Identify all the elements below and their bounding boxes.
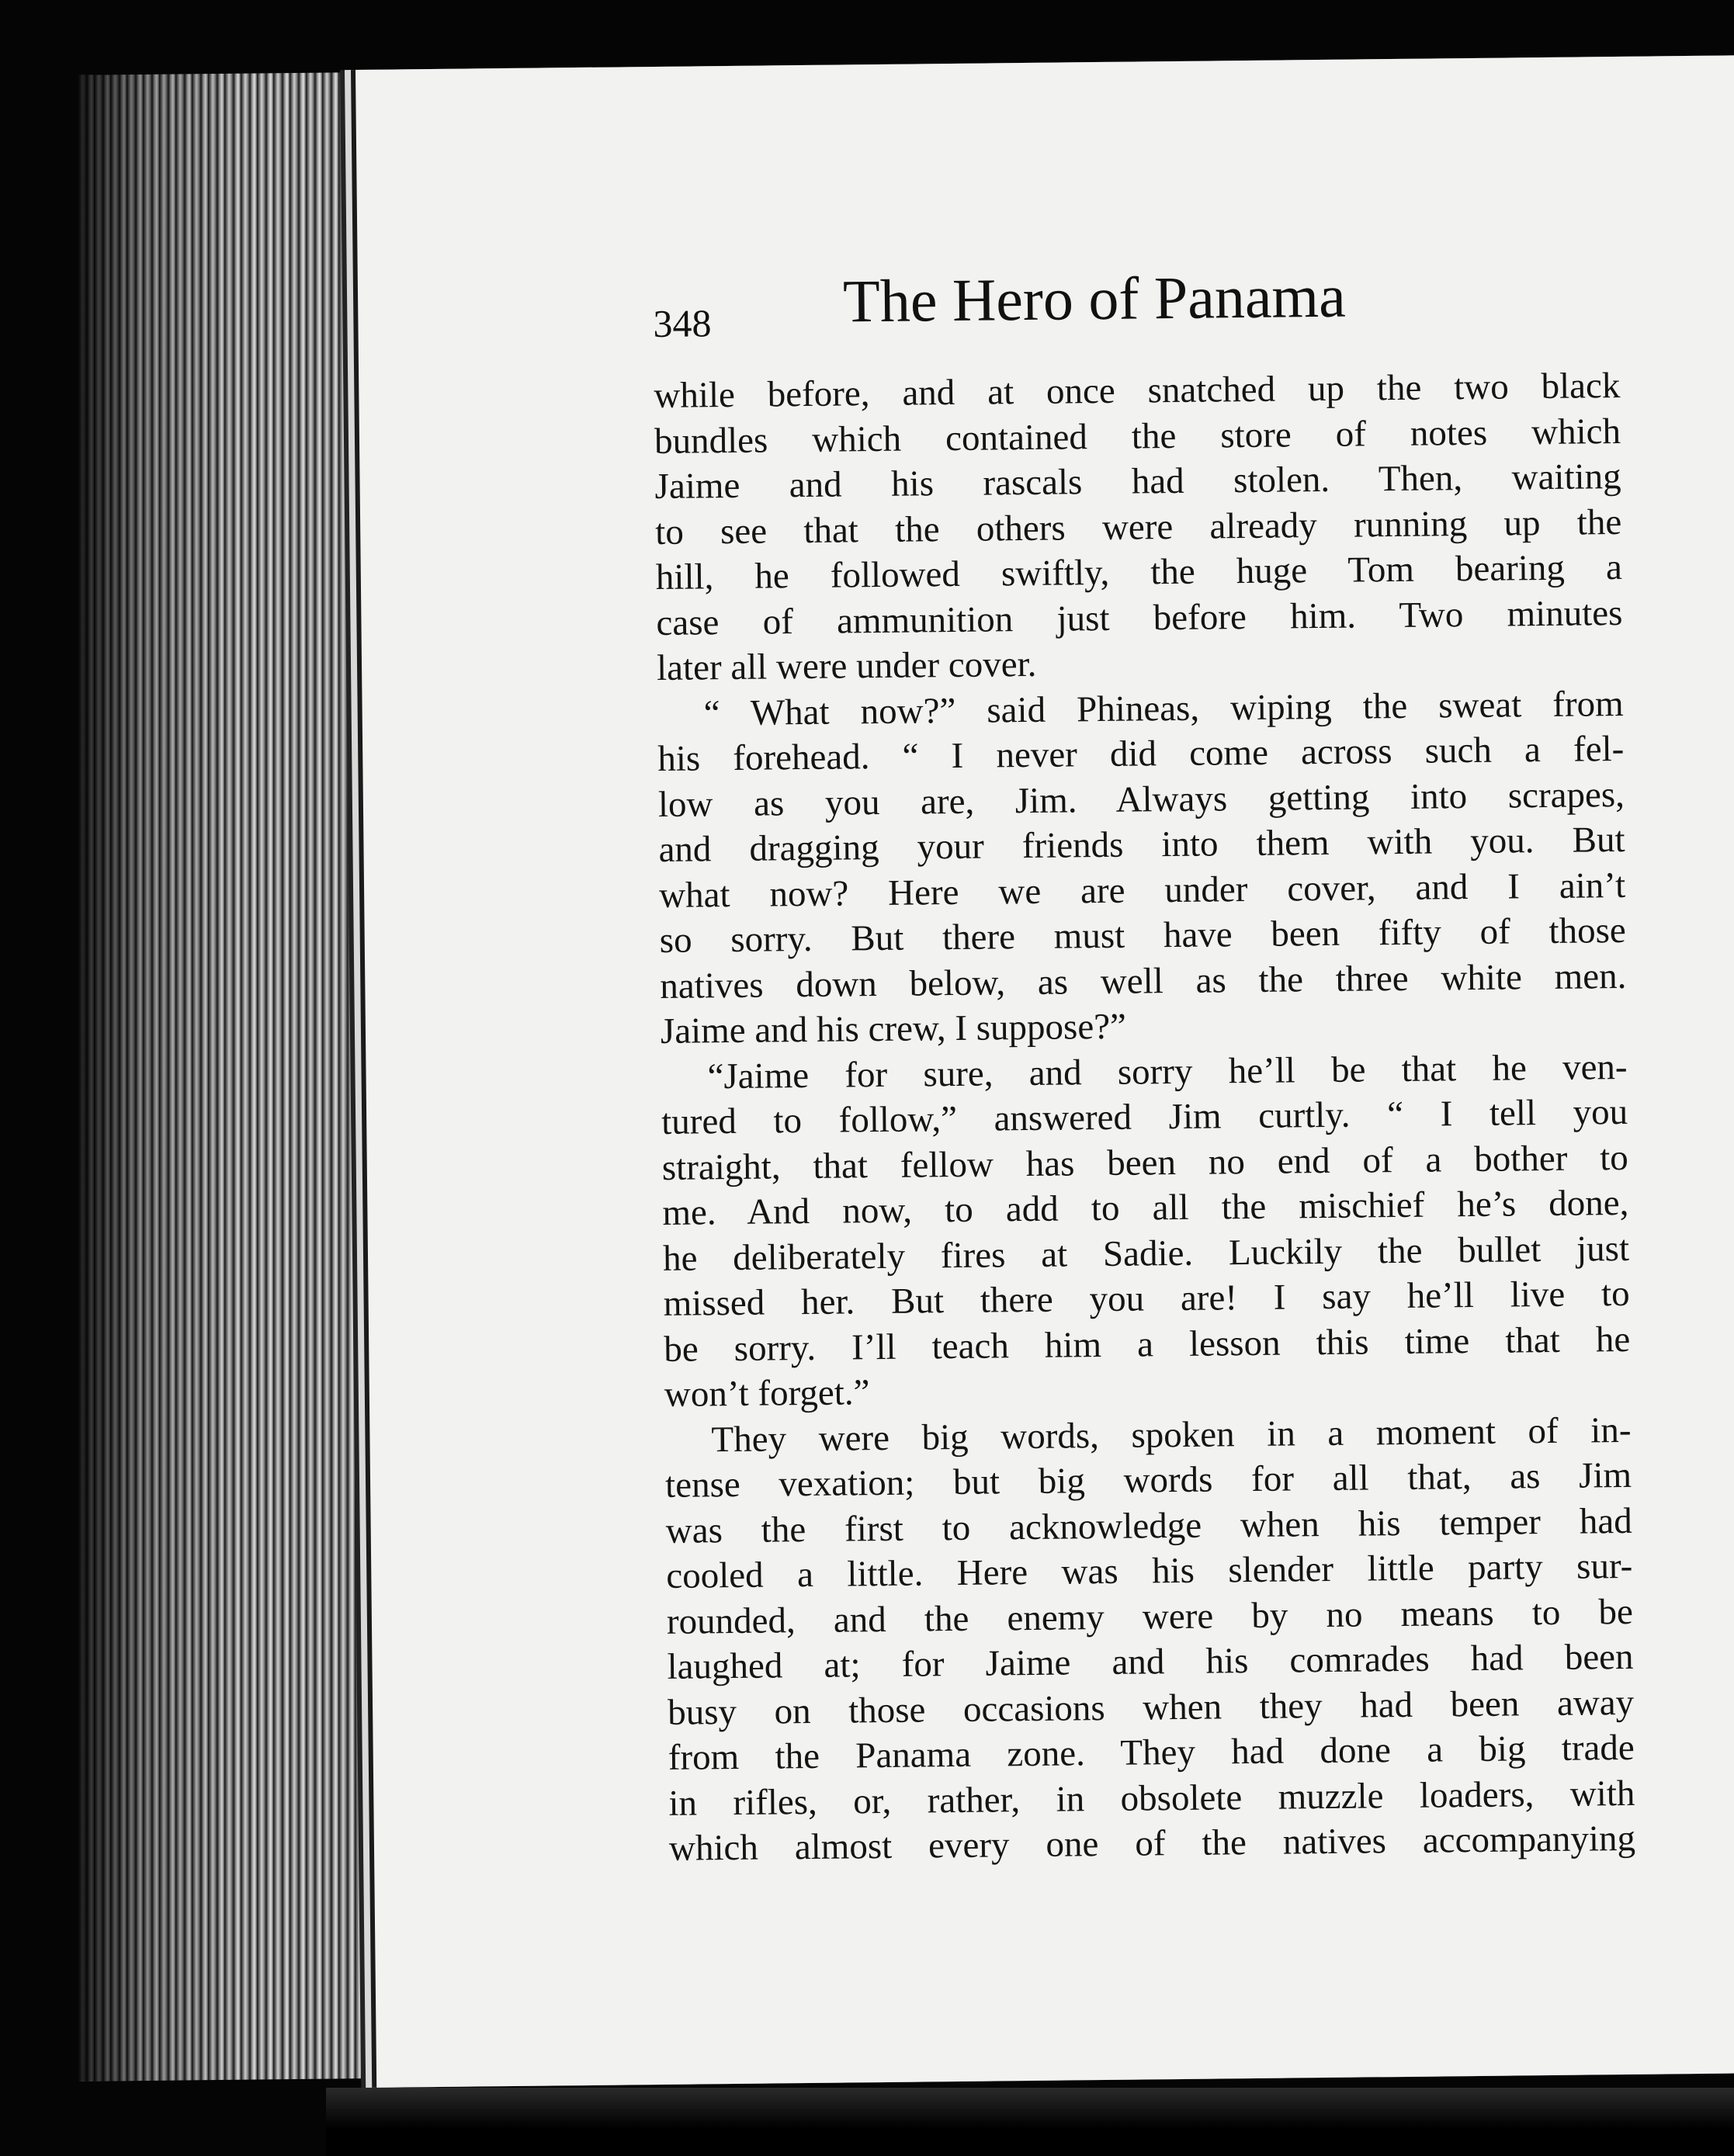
text-line: and dragging your friends into them with you. But — [658, 819, 1625, 870]
text-line: he deliberately fires at Sadie. Luckily the bullet just — [662, 1228, 1630, 1279]
text-line: hill, he followed swiftly, the huge Tom bearing a — [655, 546, 1623, 598]
body-text — [654, 363, 1635, 1871]
page-edges — [78, 72, 361, 2081]
paragraph — [654, 363, 1623, 692]
text-line: to see that the others were already running up the — [654, 501, 1622, 553]
text-line: tense vexation; but big words for all that, as Jim — [664, 1454, 1632, 1506]
paragraph — [661, 1044, 1631, 1417]
text-line: cooled a little. Here was his slender little party sur- — [666, 1545, 1633, 1596]
page-header — [653, 257, 1734, 362]
text-line: me. And now, to add to all the mischief he’s done, — [662, 1182, 1629, 1233]
text-line: natives down below, as well as the three white men. — [660, 955, 1627, 1007]
text-line: rounded, and the enemy were by no means to be — [666, 1591, 1634, 1642]
text-line: what now? Here we are under cover, and I ain’t — [658, 865, 1626, 916]
running-title: The Hero of Panama — [842, 262, 1347, 335]
text-line: his forehead. “ I never did come across such a fel- — [657, 728, 1625, 779]
paragraph — [664, 1407, 1635, 1871]
bottom-shadow — [326, 2088, 1734, 2156]
text-line: tured to follow,” answered Jim curtly. “ I tell you — [661, 1091, 1628, 1142]
text-line: “Jaime for sure, and sorry he’ll be that he ven- — [707, 1046, 1628, 1097]
text-line: missed her. But there you are! I say he’ll live to — [663, 1273, 1630, 1324]
text-line: laughed at; for Jaime and his comrades had been — [667, 1636, 1634, 1687]
text-line: straight, that fellow has been no end of a bother to — [661, 1137, 1629, 1188]
text-line: so sorry. But there must have been fifty of those — [659, 910, 1626, 961]
text-line: They were big words, spoken in a moment of in- — [711, 1409, 1632, 1460]
text-line: busy on those occasions when they had been away — [667, 1682, 1635, 1733]
text-line: Jaime and his crew, I suppose?” — [660, 1006, 1127, 1052]
text-line: bundles which contained the store of notes which — [654, 411, 1621, 462]
text-line: be sorry. I’ll teach him a lesson this time that he — [664, 1319, 1631, 1370]
text-line: low as you are, Jim. Always getting into scrapes, — [657, 774, 1625, 825]
text-line: in rifles, or, rather, in obsolete muzzle loaders, with — [668, 1773, 1635, 1824]
text-line: was the first to acknowledge when his temper had — [665, 1500, 1632, 1551]
text-line: won’t forget.” — [664, 1372, 870, 1415]
paragraph — [657, 681, 1627, 1054]
text-line: from the Panama zone. They had done a big trade — [668, 1727, 1635, 1778]
page-number: 348 — [653, 301, 712, 346]
text-line: while before, and at once snatched up the two black — [654, 365, 1621, 416]
text-line: “ What now?” said Phineas, wiping the sweat from — [703, 683, 1624, 733]
book-page — [355, 55, 1734, 2088]
text-line: Jaime and his rascals had stolen. Then, waiting — [654, 456, 1621, 507]
text-line: later all were under cover. — [656, 643, 1037, 688]
text-line: case of ammunition just before him. Two minutes — [656, 592, 1623, 643]
text-line: which almost every one of the natives accompanying — [668, 1818, 1636, 1869]
